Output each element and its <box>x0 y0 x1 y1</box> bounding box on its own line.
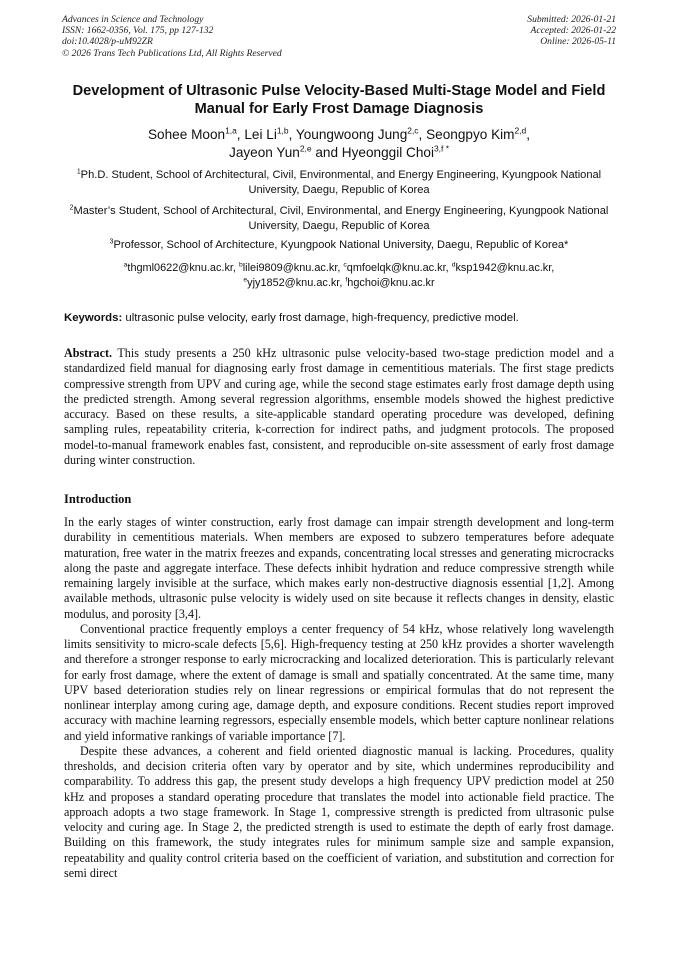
paper-title: Development of Ultrasonic Pulse Velocity-Based Multi-Stage Model and Field Manual for Early Frost Damage Diagnosis <box>72 83 606 117</box>
online-date: Online: 2026-05-11 <box>540 36 616 48</box>
affiliation-2: $^2$Master’s Student, School of Architectural, Civil, Environmental, and Energy Engineering, Kyungpook National University, Daegu, Republic of Korea <box>69 204 609 232</box>
author-list <box>52 126 626 162</box>
doi-line[interactable]: doi:10.4028/p-uM92ZR <box>62 36 153 48</box>
email[interactable]: $^c$qmfoelqk@knu.ac.kr <box>343 261 446 274</box>
paragraph: Conventional practice frequently employs a center frequency of 54 kHz, whose relatively long wavelength limits sensitivity to micro-scale defects [5,6]. High-frequency testing at 250 kHz provides a shorter wavelength and therefore a stronger response to early microcracking and localized deterioration. This is particularly relevant for early frost damage, where the extent of damage is small and spatially concentrated. At the same time, many UPV based deterioration studies rely on linear regressions or empirical formulas that do not represent the nonlinear interplay among curing age, damage depth, and exposure conditions. Recent studies report improved accuracy with machine learning regressors, especially ensemble models, which better capture nonlinear relations and yield informative rankings of variable importance [7]. <box>64 621 614 743</box>
email[interactable]: $^d$ksp1942@knu.ac.kr <box>451 261 552 274</box>
journal-info <box>62 14 282 59</box>
email[interactable]: $^e$yjy1852@knu.ac.kr <box>243 276 340 289</box>
email[interactable]: $^a$thgml0622@knu.ac.kr <box>123 261 233 274</box>
journal-name: Advances in Science and Technology <box>62 14 204 25</box>
affiliation-1: $^1$Ph.D. Student, School of Architectural, Civil, Environmental, and Energy Engineering, Kyungpook National University, Daegu, Republic of Korea <box>76 168 602 196</box>
author: Seongpyo Kim$^{2,d}$, <box>426 125 530 142</box>
abstract <box>64 346 614 468</box>
journal-header <box>62 14 616 64</box>
section-heading-introduction: Introduction <box>64 492 132 506</box>
copyright-line: © 2026 Trans Tech Publications Ltd, All Rights Reserved <box>62 47 282 59</box>
author: Youngwoong Jung$^{2,c}$, <box>295 125 427 142</box>
author: Sohee Moon$^{1,a}$, <box>147 125 245 142</box>
publication-dates <box>527 14 616 48</box>
paragraph: In the early stages of winter construction, early frost damage can impair strength development and long-term durability in cementitious materials. When members are exposed to subzero temperatures before adequate maturation, free water in the matrix freezes and expands, concentrating local stresses and generating microcracks along the paste and aggregate interface. These defects inhibit hydration and reduce compressive strength while remaining largely invisible at the surface, which makes early non-destructive diagnosis essential [1,2]. Among available methods, ultrasonic pulse velocity is widely used on site because it reflects changes in density, elastic modulus, and porosity [3,4]. <box>64 515 614 621</box>
author: Hyeonggil Choi$^{3,f *}$ <box>341 143 449 160</box>
keywords-text: ultrasonic pulse velocity, early frost damage, high-frequency, predictive model. <box>125 312 519 324</box>
paragraph: Despite these advances, a coherent and field oriented diagnostic manual is lacking. Procedures, quality thresholds, and decision criteria often vary by operator and by site, which undermines reproducibility and comparability. To address this gap, the present study develops a high frequency UPV prediction model at 250 kHz and proposes a standard operating procedure that translates the model into actionable field practice. The approach adopts a two stage framework. In Stage 1, compressive strength is predicted from ultrasonic pulse velocity and curing age. In Stage 2, the predicted strength is used to estimate the depth of early frost damage. Building on this framework, the study integrates rules for minimum sample size and sample expansion, repeatability and quality control criteria based on the coefficient of variation, and substitution and correction for semi direct <box>64 743 614 880</box>
author: Lei Li$^{1,b}$, <box>244 125 296 142</box>
keywords <box>64 311 616 326</box>
issn-line: ISSN: 1662-0356, Vol. 175, pp 127-132 <box>62 25 214 37</box>
keywords-label: Keywords: <box>64 312 123 324</box>
affiliation-3: $^3$Professor, School of Architecture, Kyungpook National University, Daegu, Republic of Korea* <box>109 238 569 251</box>
introduction-body <box>64 515 614 881</box>
submitted-date: Submitted: 2026-01-21 <box>527 14 616 25</box>
author: Jayeon Yun$^{2,e}$ and <box>229 143 342 160</box>
author-emails: $^a$thgml0622@knu.ac.kr, $^b$lilei9809@knu.ac.kr, $^c$qmfoelqk@knu.ac.kr, $^d$ksp1942@knu.ac.kr, $^e$yjy1852@knu.ac.kr, $^f$hgchoi@knu.ac.kr <box>123 261 555 289</box>
email[interactable]: $^f$hgchoi@knu.ac.kr <box>345 276 435 289</box>
email[interactable]: $^b$lilei9809@knu.ac.kr <box>238 261 338 274</box>
accepted-date: Accepted: 2026-01-22 <box>530 25 616 37</box>
abstract-label: Abstract. <box>64 346 113 360</box>
abstract-text: This study presents a 250 kHz ultrasonic pulse velocity-based two-stage prediction model and a standardized field manual for diagnosing early frost damage in cementitious materials. The first stage predicts compressive strength from UPV and curing age, while the second stage estimates early frost damage depth using the predicted strength. Among several regression algorithms, ensemble models showed the highest predictive accuracy. Based on these results, a site-applicable standard operating procedure was developed, defining sampling rules, repeatability criteria, k-correction for indirect paths, and judgment protocols. The proposed model-to-manual framework enables fast, consistent, and reproducible on-site assessment of early frost damage during winter construction. <box>64 346 614 467</box>
